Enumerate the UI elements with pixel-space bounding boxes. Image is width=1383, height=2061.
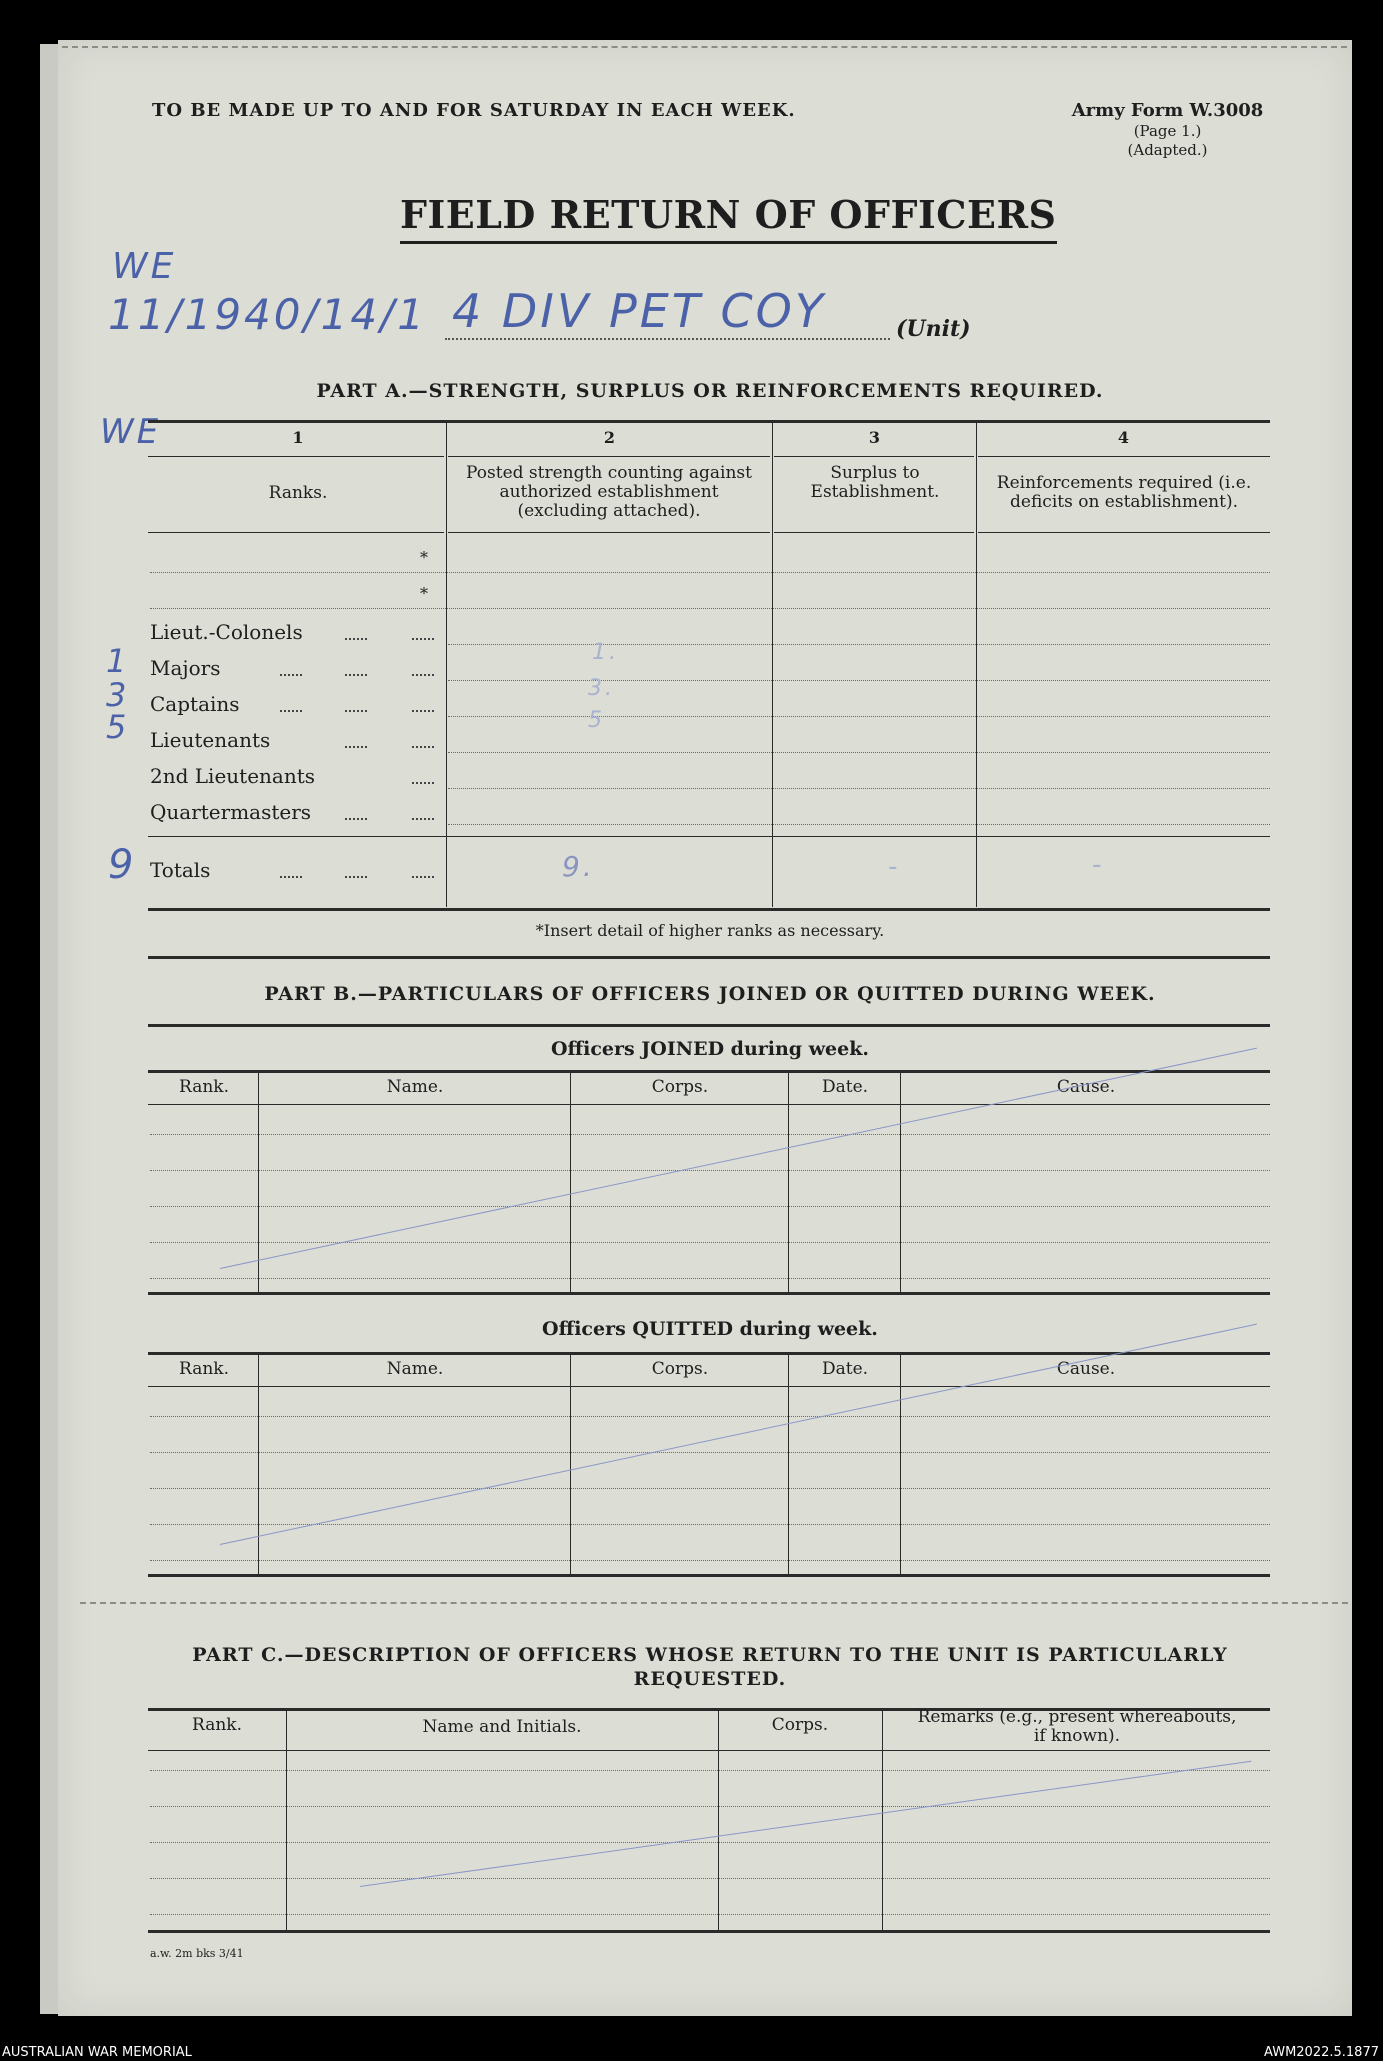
handwritten-date-reference: 11/1940/14/1 xyxy=(108,290,427,339)
handwritten-margin-lieutenants: 5 xyxy=(106,708,130,746)
leader-dots-tot-b xyxy=(345,876,367,878)
part-a-bottom-rule xyxy=(148,908,1270,911)
joined-head-rule xyxy=(148,1104,1270,1105)
quitted-dotted-row-3 xyxy=(150,1488,1270,1489)
part-c-divider-3 xyxy=(882,1710,883,1930)
quitted-head-cause: Cause. xyxy=(1056,1359,1116,1379)
part-a-dotted-row-5 xyxy=(448,716,1270,717)
quitted-dotted-row-2 xyxy=(150,1452,1270,1453)
part-c-divider-1 xyxy=(286,1710,287,1930)
col-number-rule-3 xyxy=(774,456,974,457)
part-c-dotted-row-3 xyxy=(150,1842,1270,1843)
form-page-number: (Page 1.) xyxy=(1133,122,1202,140)
col-number-rule-2 xyxy=(448,456,770,457)
handwritten-reinforcements-total: - xyxy=(1092,850,1105,880)
form-number: Army Form W.3008 xyxy=(1071,100,1264,121)
part-b-top-rule xyxy=(148,1024,1270,1027)
leader-dots-tot-a xyxy=(280,876,302,878)
paper-edge-strip xyxy=(40,44,58,2014)
joined-head-name: Name. xyxy=(386,1077,444,1097)
part-c-head-remarks-2: if known). xyxy=(1033,1726,1121,1746)
joined-table-top-rule xyxy=(148,1070,1270,1073)
leader-dots-r1a xyxy=(345,638,367,640)
print-code: a.w. 2m bks 3/41 xyxy=(150,1947,244,1960)
leader-dots-r5 xyxy=(412,782,434,784)
col-head-rule-4 xyxy=(978,532,1270,533)
unit-underline xyxy=(445,338,890,340)
leader-dots-r6b xyxy=(412,818,434,820)
quitted-head-rule xyxy=(148,1386,1270,1387)
rank-captains: Captains xyxy=(150,692,240,716)
handwritten-posted-majors: 1. xyxy=(592,640,619,665)
quitted-head-rank: Rank. xyxy=(179,1359,229,1379)
part-a-dotted-row-4 xyxy=(448,680,1270,681)
joined-head-corps: Corps. xyxy=(651,1077,709,1097)
leader-dots-r2b xyxy=(345,674,367,676)
handwritten-unit: 4 DIV PET COY xyxy=(452,284,826,338)
part-a-dotted-row-1 xyxy=(150,572,1270,573)
part-a-col-divider-3 xyxy=(976,422,977,907)
joined-head-date: Date. xyxy=(821,1077,869,1097)
leader-dots-r3c xyxy=(412,710,434,712)
handwritten-posted-lieutenants: 5 xyxy=(588,708,605,733)
part-a-dotted-row-8 xyxy=(448,824,1270,825)
joined-divider-3 xyxy=(788,1072,789,1292)
quitted-head-date: Date. xyxy=(821,1359,869,1379)
part-c-bottom-rule xyxy=(148,1930,1270,1933)
quitted-divider-1 xyxy=(258,1354,259,1574)
joined-table-bottom-rule xyxy=(148,1292,1270,1295)
part-a-dotted-row-7 xyxy=(448,788,1270,789)
part-a-footnote: *Insert detail of higher ranks as necessary. xyxy=(535,921,885,940)
part-c-divider-2 xyxy=(718,1710,719,1930)
col-number-4: 4 xyxy=(1117,428,1130,447)
joined-dotted-row-2 xyxy=(150,1170,1270,1171)
part-c-head-corps: Corps. xyxy=(771,1715,829,1735)
col-head-rule-1 xyxy=(148,532,444,533)
leader-dots-r3b xyxy=(345,710,367,712)
quitted-table-bottom-rule xyxy=(148,1574,1270,1577)
col-head-rule-3 xyxy=(774,532,974,533)
handwritten-posted-total: 9. xyxy=(562,850,595,883)
form-number-block xyxy=(1060,100,1275,160)
joined-divider-2 xyxy=(570,1072,571,1292)
handwritten-margin-captains: 3 xyxy=(106,676,130,714)
leader-dots-r2a xyxy=(280,674,302,676)
part-c-head-remarks-1: Remarks (e.g., present whereabouts, xyxy=(917,1707,1237,1727)
leader-dots-r4a xyxy=(345,746,367,748)
joined-table-title: Officers JOINED during week. xyxy=(550,1038,870,1060)
rank-lieutenants: Lieutenants xyxy=(150,728,271,752)
form-adapted: (Adapted.) xyxy=(1127,141,1208,159)
part-a-col-divider-2 xyxy=(772,422,773,907)
part-c-title-line-1: PART C.—DESCRIPTION OF OFFICERS WHOSE RETURN TO THE UNIT IS PARTICULARLY xyxy=(192,1644,1228,1666)
quitted-table-title: Officers QUITTED during week. xyxy=(542,1318,878,1340)
handwritten-surplus-total: - xyxy=(888,852,901,882)
quitted-dotted-row-1 xyxy=(150,1416,1270,1417)
col-number-1: 1 xyxy=(292,428,304,447)
col-head-rule-2 xyxy=(448,532,770,533)
handwritten-we-margin: WE xyxy=(100,412,162,452)
quitted-divider-2 xyxy=(570,1354,571,1574)
part-a-totals-rule xyxy=(148,836,1270,837)
rank-2nd-lieutenants: 2nd Lieutenants xyxy=(150,764,316,788)
quitted-dotted-row-5 xyxy=(150,1560,1270,1561)
quitted-divider-4 xyxy=(900,1354,901,1574)
joined-divider-4 xyxy=(900,1072,901,1292)
leader-dots-r3a xyxy=(280,710,302,712)
leader-dots-r4b xyxy=(412,746,434,748)
part-c-head-name: Name and Initials. xyxy=(422,1717,582,1737)
archive-caption-left: AUSTRALIAN WAR MEMORIAL xyxy=(2,2045,192,2060)
col-number-rule-1 xyxy=(148,456,444,457)
quitted-divider-3 xyxy=(788,1354,789,1574)
joined-dotted-row-4 xyxy=(150,1242,1270,1243)
header-instruction: TO BE MADE UP TO AND FOR SATURDAY IN EACH WEEK. xyxy=(152,100,796,121)
col-head-reinforcements: Reinforcements required (i.e. deficits on establishment). xyxy=(996,473,1252,512)
part-a-title: PART A.—STRENGTH, SURPLUS OR REINFORCEMENTS REQUIRED. xyxy=(316,380,1104,402)
part-c-dotted-row-4 xyxy=(150,1878,1270,1879)
rank-majors: Majors xyxy=(150,656,221,680)
page-title: FIELD RETURN OF OFFICERS xyxy=(400,192,1057,244)
handwritten-posted-captains: 3. xyxy=(588,676,615,701)
leader-dots-r2c xyxy=(412,674,434,676)
rank-quartermasters: Quartermasters xyxy=(150,800,312,824)
col-head-surplus: Surplus to Establishment. xyxy=(810,463,940,502)
col-number-rule-4 xyxy=(978,456,1270,457)
part-c-title-line-2: REQUESTED. xyxy=(633,1668,787,1690)
part-a-top-rule xyxy=(148,420,1270,423)
part-a-dotted-row-2 xyxy=(150,608,1270,609)
quitted-head-corps: Corps. xyxy=(651,1359,709,1379)
asterisk-2: * xyxy=(420,584,428,603)
asterisk-1: * xyxy=(420,548,428,567)
part-c-head-rule xyxy=(148,1750,1270,1751)
part-a-dotted-row-6 xyxy=(448,752,1270,753)
handwritten-we-top: WE xyxy=(112,246,177,287)
leader-dots-r6a xyxy=(345,818,367,820)
part-c-dotted-row-1 xyxy=(150,1770,1270,1771)
leader-dots-tot-c xyxy=(412,876,434,878)
joined-head-rank: Rank. xyxy=(179,1077,229,1097)
handwritten-margin-total: 9 xyxy=(108,842,137,888)
leader-dots-r1b xyxy=(412,638,434,640)
top-perforation xyxy=(62,46,1347,48)
col-head-ranks: Ranks. xyxy=(268,483,328,503)
part-c-dotted-row-5 xyxy=(150,1914,1270,1915)
joined-head-cause: Cause. xyxy=(1056,1077,1116,1097)
handwritten-margin-majors: 1 xyxy=(106,642,130,680)
part-b-title: PART B.—PARTICULARS OF OFFICERS JOINED OR QUITTED DURING WEEK. xyxy=(264,983,1156,1005)
col-head-posted: Posted strength counting against authorized establishment (excluding attached). xyxy=(466,463,752,521)
joined-dotted-row-1 xyxy=(150,1134,1270,1135)
quitted-table-top-rule xyxy=(148,1352,1270,1355)
part-c-head-rank: Rank. xyxy=(192,1715,242,1735)
part-a-dotted-row-3 xyxy=(448,644,1270,645)
col-number-2: 2 xyxy=(603,428,616,447)
part-a-col-divider-1 xyxy=(446,422,447,907)
totals-label: Totals xyxy=(150,858,211,882)
col-number-3: 3 xyxy=(868,428,881,447)
part-a-footnote-rule xyxy=(148,956,1270,959)
joined-dotted-row-5 xyxy=(150,1278,1270,1279)
mid-perforation xyxy=(80,1602,1348,1604)
rank-lieut-colonels: Lieut.-Colonels xyxy=(150,620,303,644)
quitted-head-name: Name. xyxy=(386,1359,444,1379)
archive-caption-right: AWM2022.5.1877 xyxy=(1264,2045,1379,2060)
part-c-dotted-row-2 xyxy=(150,1806,1270,1807)
joined-dotted-row-3 xyxy=(150,1206,1270,1207)
unit-label: (Unit) xyxy=(896,316,971,342)
